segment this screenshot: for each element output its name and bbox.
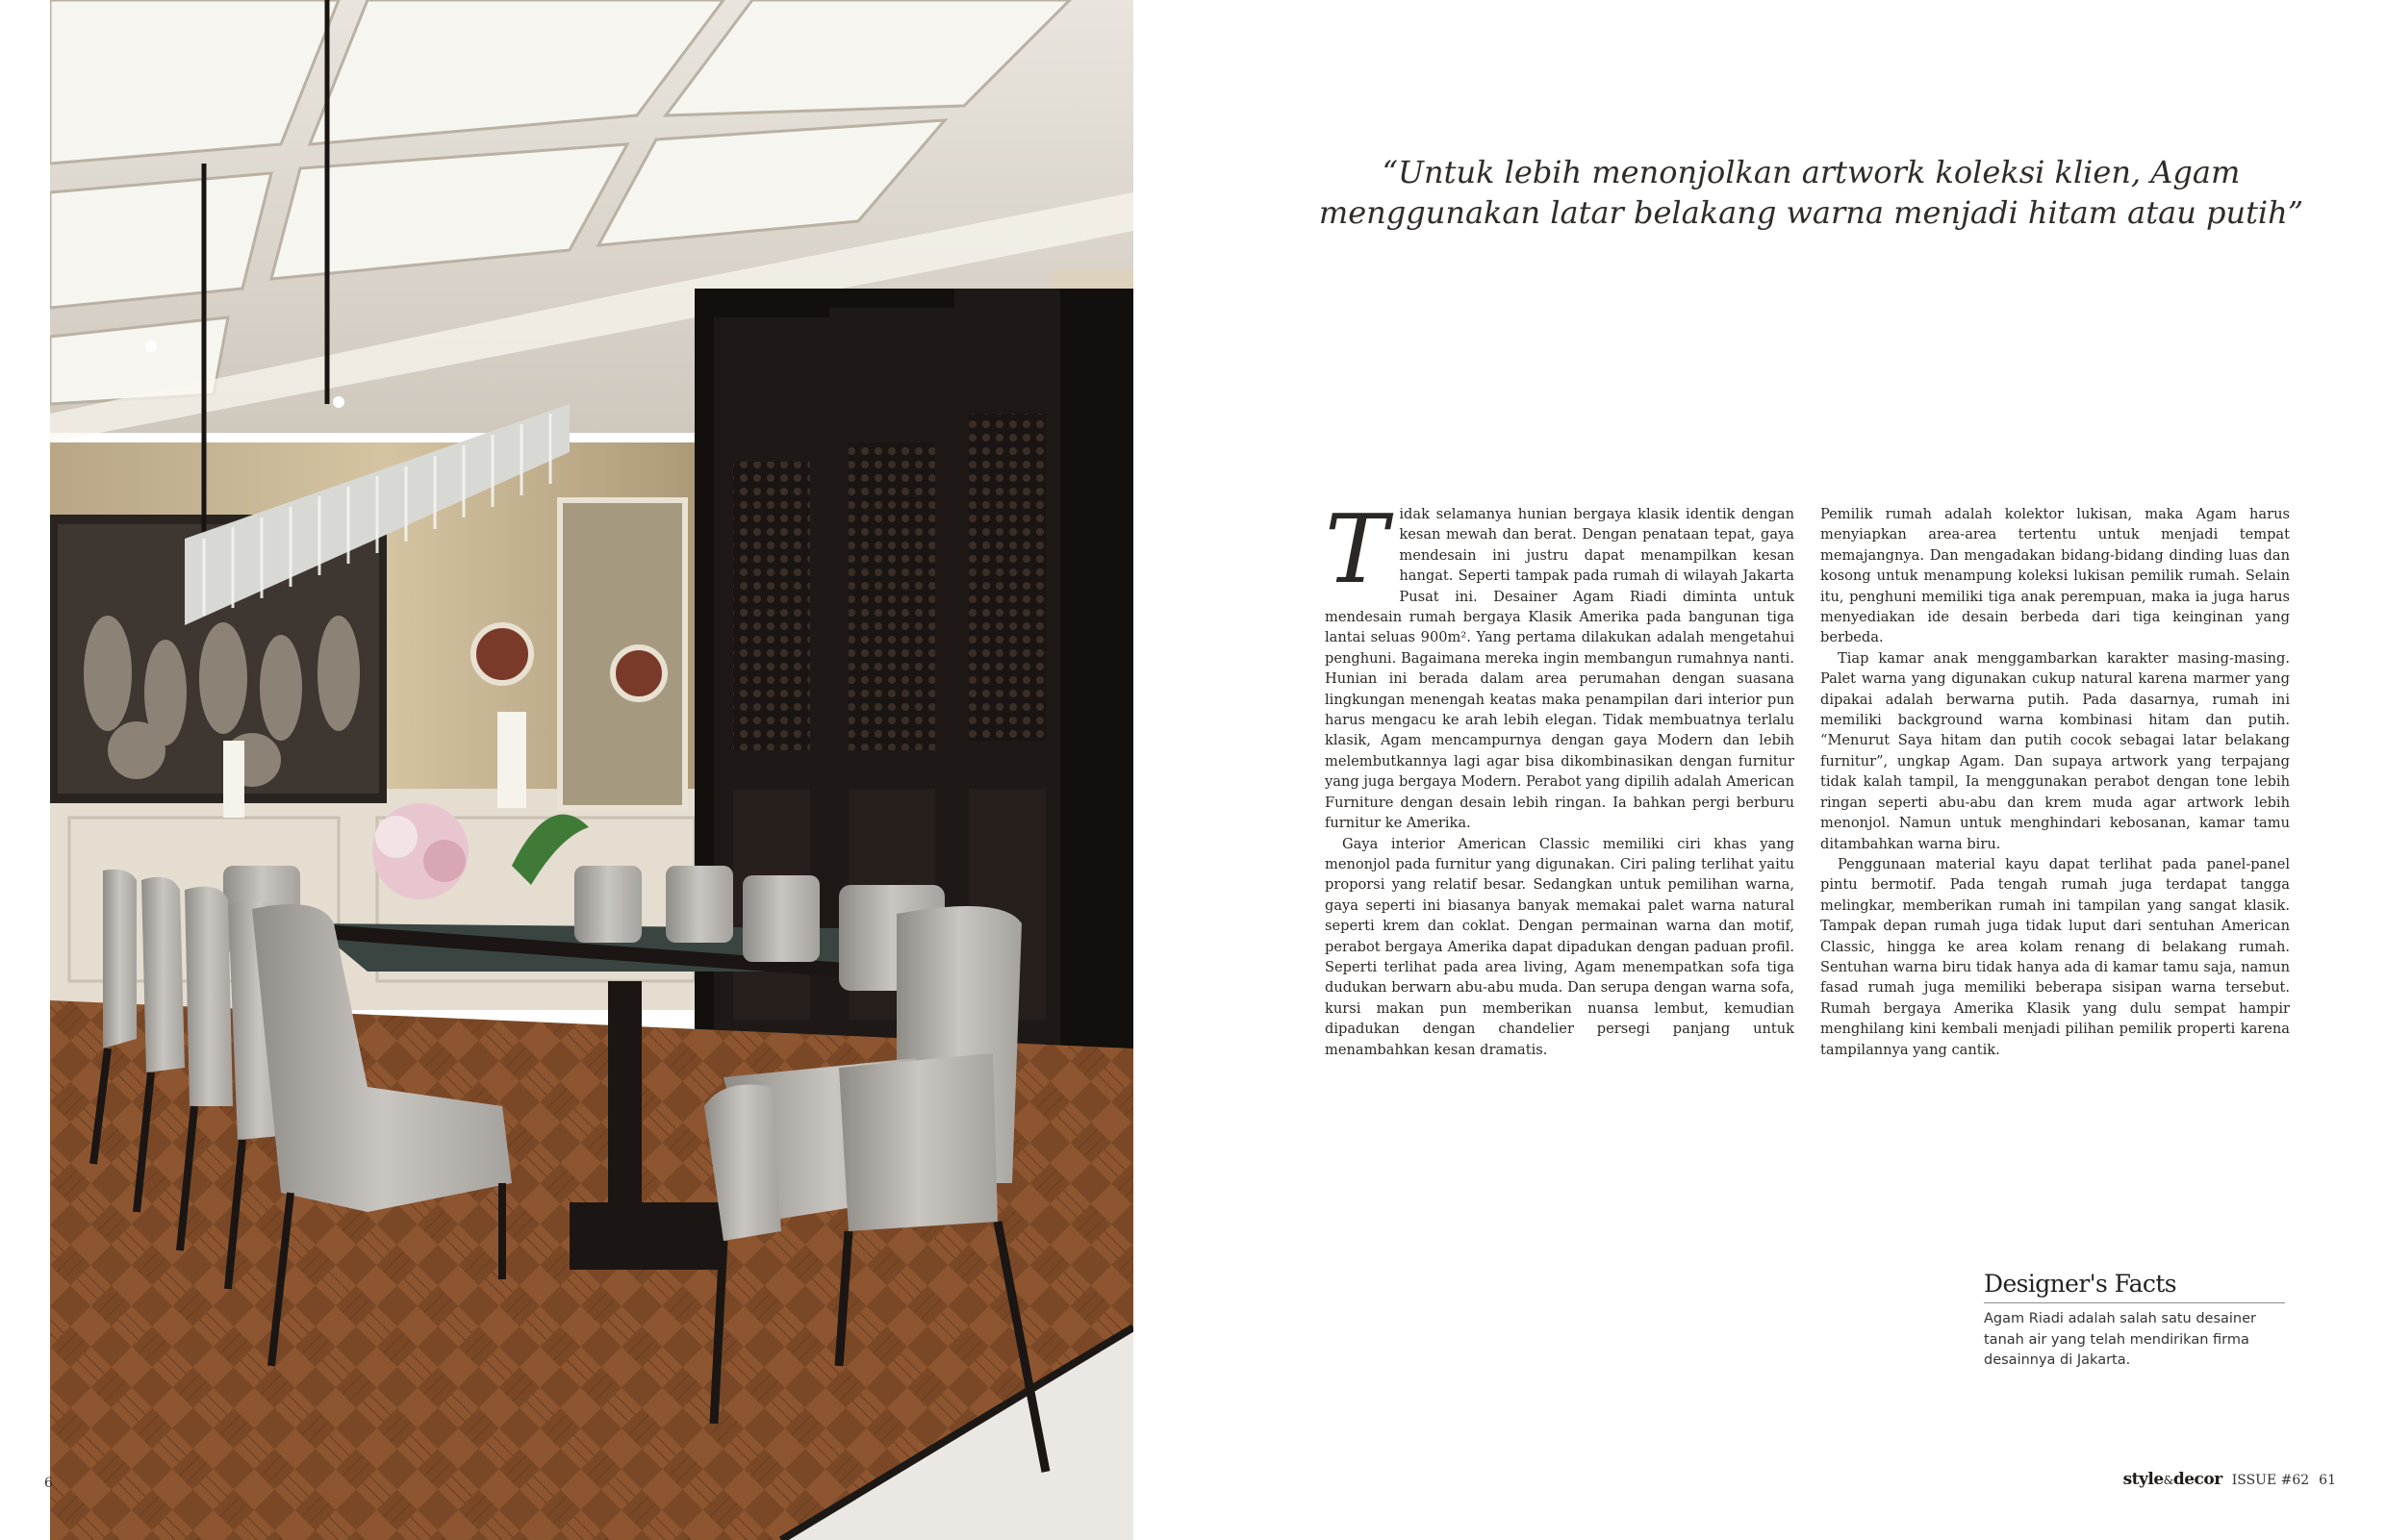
designers-facts-box: [1984, 1270, 2285, 1372]
logo-style: style: [2122, 1470, 2164, 1489]
paragraph: Pemilik rumah adalah kolektor lukisan, maka Agam harus menyiapkan area-area tertentu untuk menjadi tempat memajangnya. Dan mengadakan bidang-bidang dinding luas dan kosong untuk menampung koleksi lukisan pemilik rumah. Selain itu, penghuni memiliki tiga anak perempuan, maka ia juga harus menyediakan ide desain berbeda dari tiga keinginan yang berbeda.: [1820, 506, 2290, 646]
logo-amp: &: [2163, 1474, 2173, 1487]
pull-quote-line-2: menggunakan latar belakang warna menjadi hitam atau putih”: [1318, 194, 2304, 231]
dining-room-photo: [50, 0, 1133, 1540]
issue-number: ISSUE #62: [2231, 1473, 2310, 1488]
logo-decor: decor: [2172, 1470, 2222, 1489]
paragraph: Tiap kamar anak menggambarkan karakter masing-masing. Palet warna yang digunakan cukup natural karena marmer yang dipakai adalah berwarna putih. Pada dasarnya, rumah ini memiliki background warna kombinasi hitam dan putih. “Menurut Saya hitam dan putih cocok sebagai latar belakang furnitur”, ungkap Agam. Dan supaya artwork yang terpajang tidak kalah tampil, Ia menggunakan perabot dengan tone lebih ringan seperti abu-abu dan krem muda agar artwork lebih menonjol. Namun untuk menghindari kebosanan, kamar tamu ditambahkan warna biru.: [1820, 649, 2290, 852]
designers-facts-title: Designer's Facts: [1984, 1270, 2285, 1303]
drop-cap: T: [1325, 495, 1388, 605]
pull-quote: [1318, 152, 2304, 233]
designers-facts-body: Agam Riadi adalah salah satu desainer tanah air yang telah mendirikan firma desainnya di Jakarta.: [1984, 1311, 2257, 1368]
paragraph: idak selamanya hunian bergaya klasik identik dengan kesan mewah dan berat. Dengan penataan tepat, gaya mendesain ini justru dapat menampilkan kesan hangat. Seperti tampak pada rumah di wilayah Jakarta Pusat ini. Desainer Agam Riadi diminta untuk mendesain rumah bergaya Klasik Amerika pada bangunan tiga lantai seluas 900m². Yang pertama dilakukan adalah mengetahui penghuni. Bagaimana mereka ingin membangun rumahnya nanti. Hunian ini berada dalam area perumahan dengan suasana lingkungan menengah keatas maka penampilan dari interior pun harus mengacu ke arah lebih elegan. Tidak membuatnya terlalu klasik, Agam mencampurnya dengan gaya Modern dan lebih melembutkannya lagi agar bisa dikombinasikan dengan furnitur yang juga bergaya Modern. Perabot yang dipilih adalah American Furniture dengan desain lebih ringan. Ia bahkan pergi berburu furnitur ke Amerika.: [1325, 506, 1794, 832]
paragraph: Penggunaan material kayu dapat terlihat pada panel-panel pintu bermotif. Pada tengah rumah juga terdapat tangga melingkar, memberikan rumah ini tampilan yang sangat klasik. Tampak depan rumah juga tidak luput dari sentuhan American Classic, hingga ke area kolam renang di belakang rumah. Sentuhan warna biru tidak hanya ada di kamar tamu saja, namun fasad rumah juga memiliki beberapa sisipan warna tersebut. Rumah bergaya Amerika Klasik yang dulu sempat hampir menghilang kini kembali menjadi pilihan pemilik properti karena tampilannya yang cantik.: [1820, 855, 2290, 1058]
left-page-number: 6: [44, 1476, 53, 1491]
page-number: 61: [2319, 1473, 2336, 1488]
page-footer: [2123, 1470, 2336, 1489]
article-column-2: [1820, 504, 2290, 1060]
article-body: [1325, 495, 2292, 1058]
pull-quote-line-1: “Untuk lebih menonjolkan artwork koleksi klien, Agam: [1382, 154, 2241, 190]
magazine-logo: [2123, 1470, 2222, 1489]
article-column-1: [1325, 495, 1794, 1060]
paragraph: Gaya interior American Classic memiliki ciri khas yang menonjol pada furnitur yang digunakan. Ciri paling terlihat yaitu proporsi yang relatif besar. Sedangkan untuk pemilihan warna, gaya seperti ini biasanya banyak memakai palet warna natural seperti krem dan coklat. Dengan permainan warna dan motif, perabot bergaya Amerika dapat dipadukan dengan paduan profil. Seperti terlihat pada area living, Agam menempatkan sofa tiga dudukan berwarn abu-abu muda. Dan serupa dengan warna sofa, kursi makan pun memberikan nuansa lembut, kemudian dipadukan dengan chandelier persegi panjang untuk menambahkan kesan dramatis.: [1325, 835, 1794, 1058]
